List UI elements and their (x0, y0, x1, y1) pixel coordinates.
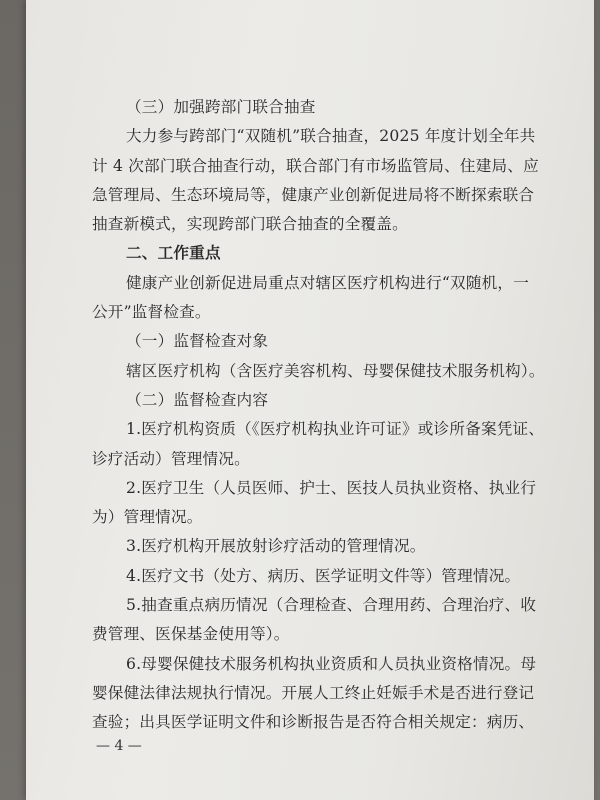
item3: 3.医疗机构开展放射诊疗活动的管理情况。 (126, 537, 426, 556)
item5-line1: 5.抽查重点病历情况（合理检查、合理用药、合理治疗、收 (126, 596, 537, 615)
section-2-heading: 二、工作重点 (126, 244, 221, 263)
sub1-heading: （一）监督检查对象 (126, 332, 269, 351)
item6-line1: 6.母婴保健技术服务机构执业资质和人员执业资格情况。母 (126, 654, 537, 673)
para2-line1: 健康产业创新促进局重点对辖区医疗机构进行“双随机，一 (126, 273, 530, 292)
para1-line3: 急管理局、生态环境局等，健康产业创新促进局将不断探索联合 (92, 185, 535, 204)
item2-line2: 为）管理情况。 (92, 508, 203, 527)
document-body (92, 93, 562, 738)
item6-line2: 婴保健法律法规执行情况。开展人工终止妊娠手术是否进行登记 (92, 683, 535, 702)
item5-line2: 费管理、医保基金使用等）。 (92, 625, 290, 644)
sub1-text: 辖区医疗机构（含医疗美容机构、母婴保健技术服务机构）。 (126, 361, 545, 380)
sub2-heading: （二）监督检查内容 (126, 390, 269, 409)
item1-line1: 1.医疗机构资质（《医疗机构执业许可证》或诊所备案凭证、 (126, 420, 545, 439)
item6-line3: 查验；出具医学证明文件和诊断报告是否符合相关规定：病历、 (92, 713, 535, 732)
section-3-heading: （三）加强跨部门联合抽查 (126, 98, 316, 116)
para1-line4: 抽查新模式，实现跨部门联合抽查的全覆盖。 (92, 215, 408, 234)
item4: 4.医疗文书（处方、病历、医学证明文件等）管理情况。 (126, 566, 521, 585)
para2-line2: 公开”监督检查。 (92, 303, 211, 322)
item1-line2: 诊疗活动）管理情况。 (92, 449, 250, 468)
page-number: — 4 — (96, 738, 142, 754)
para1-line2: 计 4 次部门联合抽查行动，联合部门有市场监管局、住建局、应 (92, 156, 539, 175)
para1-line1: 大力参与跨部门“双随机”联合抽查，2025 年度计划全年共 (126, 127, 536, 146)
item2-line1: 2.医疗卫生（人员医师、护士、医技人员执业资格、执业行 (126, 478, 537, 497)
